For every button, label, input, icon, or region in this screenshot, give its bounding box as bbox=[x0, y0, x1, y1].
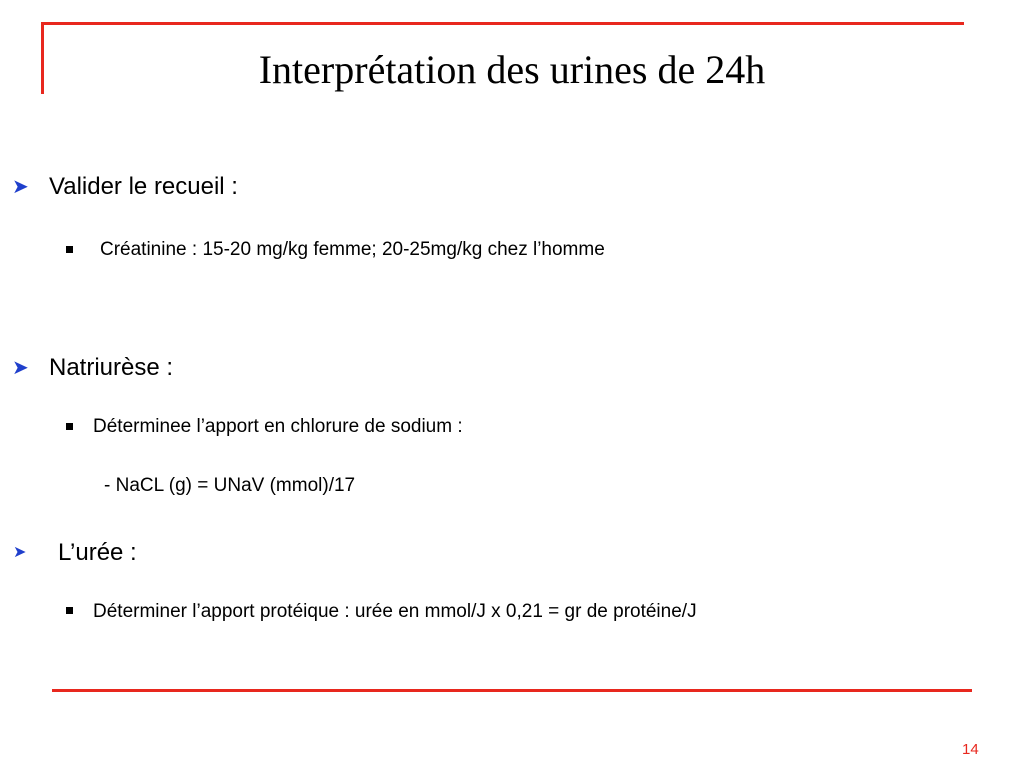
arrow-bullet-icon: ➤ bbox=[12, 176, 29, 198]
bottom-accent-line bbox=[52, 689, 972, 692]
square-bullet-icon bbox=[66, 423, 73, 430]
section-heading-natriurese: Natriurèse : bbox=[49, 354, 174, 381]
section-heading-uree: L’urée : bbox=[58, 539, 137, 566]
bullet-item-protein: Déterminer l’apport protéique : urée en mmol/J x 0,21 = gr de protéine/J bbox=[93, 601, 697, 622]
top-accent-line bbox=[42, 22, 964, 25]
square-bullet-icon bbox=[66, 607, 73, 614]
slide-title: Interprétation des urines de 24h bbox=[258, 47, 766, 92]
bullet-item-creatinine: Créatinine : 15-20 mg/kg femme; 20-25mg/kg chez l’homme bbox=[100, 239, 605, 260]
page-number: 14 bbox=[962, 741, 979, 758]
arrow-bullet-icon: ➤ bbox=[12, 357, 29, 379]
formula-nacl: - NaCL (g) = UNaV (mmol)/17 bbox=[104, 475, 356, 496]
square-bullet-icon bbox=[66, 246, 73, 253]
bullet-item-sodium: Déterminee l’apport en chlorure de sodium : bbox=[93, 416, 463, 437]
section-heading-validation: Valider le recueil : bbox=[49, 173, 238, 200]
arrow-bullet-icon: ➤ bbox=[13, 544, 27, 561]
